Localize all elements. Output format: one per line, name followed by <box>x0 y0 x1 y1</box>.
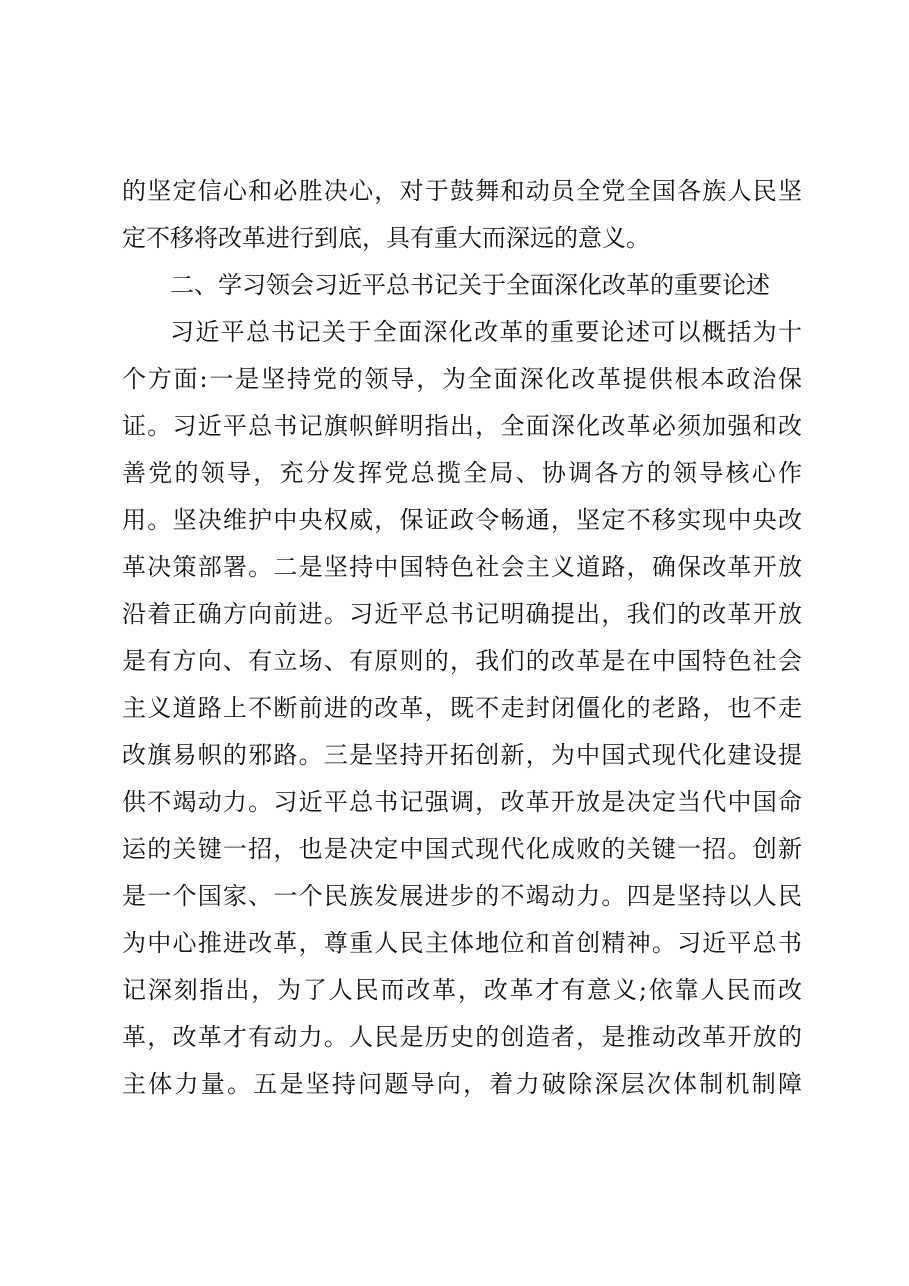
text-line: 主体力量。五是坚持问题导向，着力破除深层次体制机制障 <box>122 1070 802 1098</box>
text-line: 定不移将改革进行到底，具有重大而深远的意义。 <box>122 224 650 252</box>
text-line: 运的关键一招，也是决定中国式现代化成败的关键一招。创新 <box>122 835 802 863</box>
text-line: 革，改革才有动力。人民是历史的创造者，是推动改革开放的 <box>122 1023 802 1051</box>
text-line: 供不竭动力。习近平总书记强调，改革开放是决定当代中国命 <box>122 788 802 816</box>
text-line: 是一个国家、一个民族发展进步的不竭动力。四是坚持以人民 <box>122 882 802 910</box>
body-text <box>122 168 802 1108</box>
text-line: 用。坚决维护中央权威，保证政令畅通，坚定不移实现中央改 <box>122 506 802 534</box>
text-line: 善党的领导，充分发挥党总揽全局、协调各方的领导核心作 <box>122 459 802 487</box>
text-line: 改旗易帜的邪路。三是坚持开拓创新，为中国式现代化建设提 <box>122 741 802 769</box>
section-heading: 二、学习领会习近平总书记关于全面深化改革的重要论述 <box>170 271 770 299</box>
text-line: 记深刻指出，为了人民而改革，改革才有意义;依靠人民而改 <box>122 976 802 1004</box>
text-line: 主义道路上不断前进的改革，既不走封闭僵化的老路，也不走 <box>122 694 802 722</box>
text-line: 证。习近平总书记旗帜鲜明指出，全面深化改革必须加强和改 <box>122 412 802 440</box>
text-line: 沿着正确方向前进。习近平总书记明确提出，我们的改革开放 <box>122 600 802 628</box>
text-line: 是有方向、有立场、有原则的，我们的改革是在中国特色社会 <box>122 647 802 675</box>
text-line: 习近平总书记关于全面深化改革的重要论述可以概括为十 <box>170 318 802 346</box>
text-line: 革决策部署。二是坚持中国特色社会主义道路，确保改革开放 <box>122 553 802 581</box>
text-line: 的坚定信心和必胜决心，对于鼓舞和动员全党全国各族人民坚 <box>122 177 802 205</box>
text-line: 为中心推进改革，尊重人民主体地位和首创精神。习近平总书 <box>122 929 802 957</box>
text-line: 个方面:一是坚持党的领导，为全面深化改革提供根本政治保 <box>122 365 802 393</box>
